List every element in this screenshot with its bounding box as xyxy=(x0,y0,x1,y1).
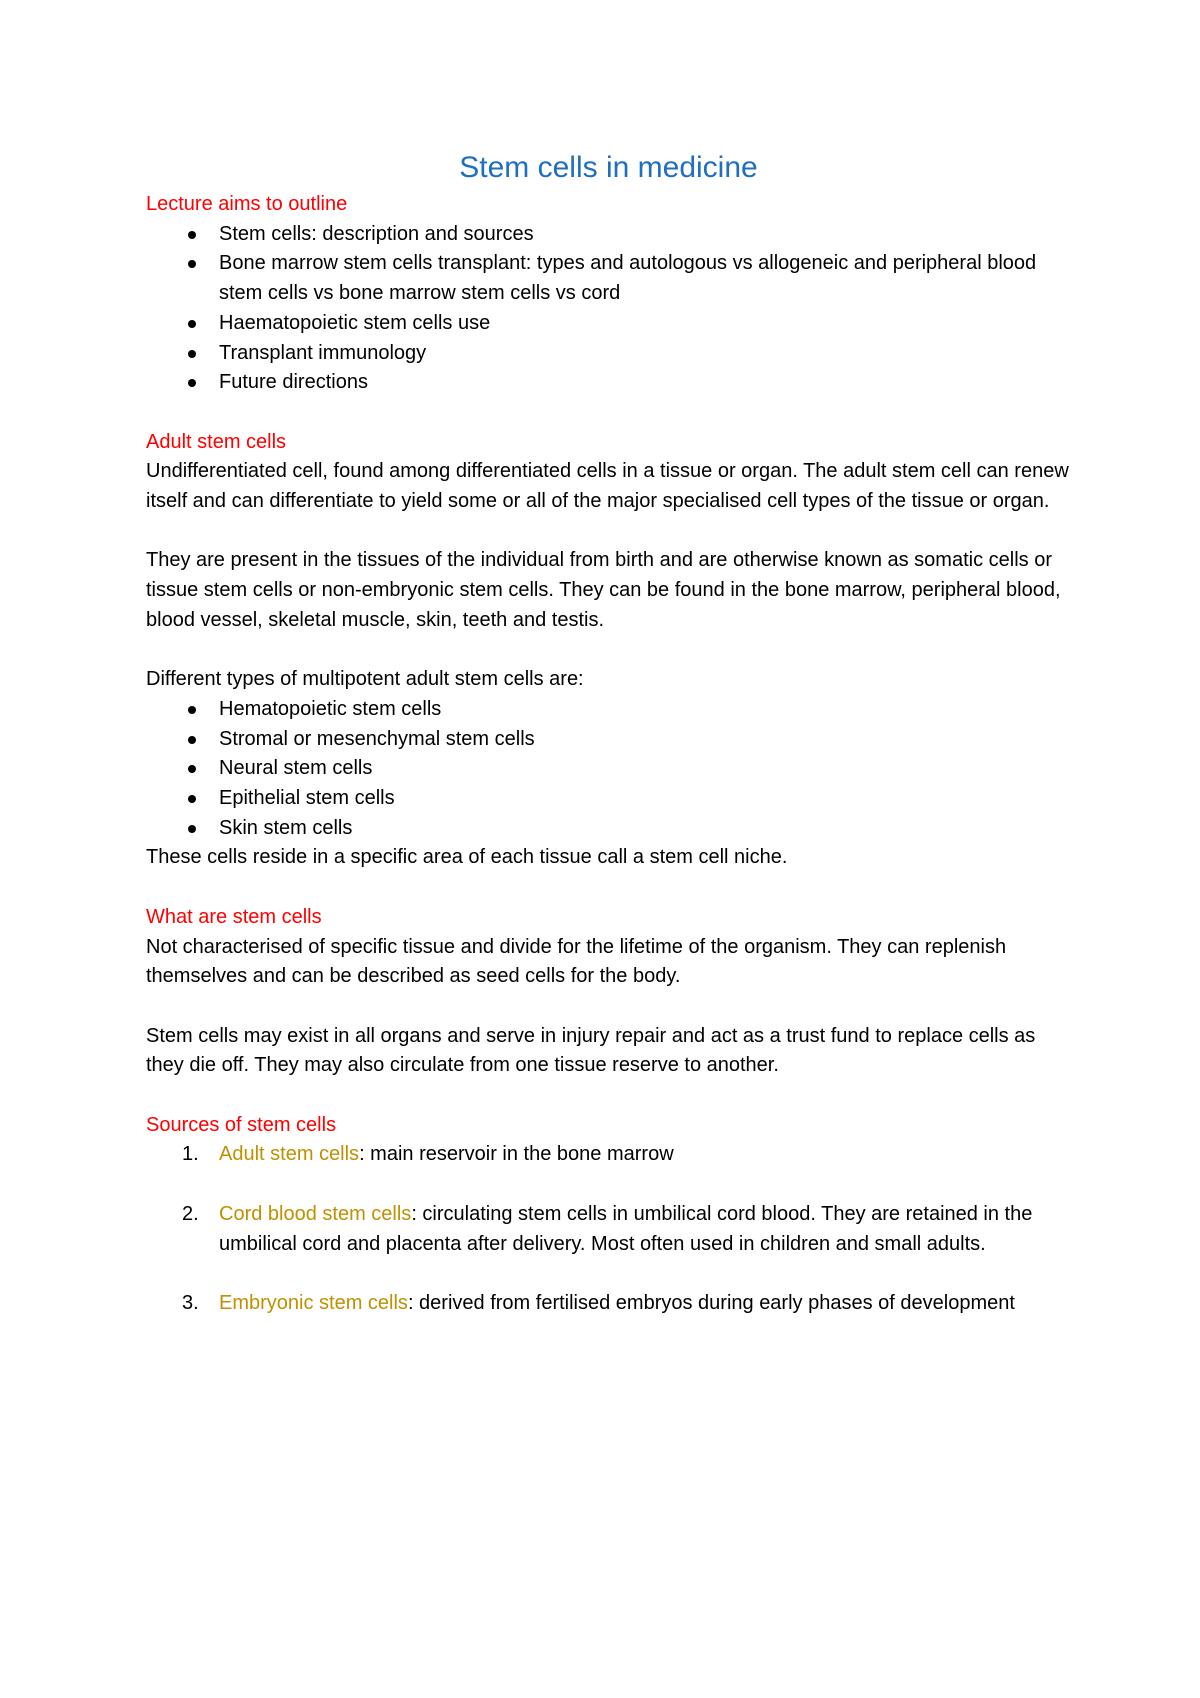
section-heading: Sources of stem cells xyxy=(146,1113,337,1136)
paragraph: Stem cells may exist in all organs and serve in injury repair and act as a trust fund to replace cells as they die off. They may also circulate from one tissue reserve to another. xyxy=(146,1024,1036,1077)
section-lecture-aims xyxy=(146,190,1071,398)
list-item: Stromal or mesenchymal stem cells xyxy=(146,725,1071,755)
paragraph: Undifferentiated cell, found among differentiated cells in a tissue or organ. The adult stem cell can renew itself and can differentiate to yield some or all of the major specialised cell types of the tissue or organ. xyxy=(146,460,1069,513)
list-item: Epithelial stem cells xyxy=(146,784,1071,814)
aims-list xyxy=(146,220,1071,398)
list-item: Neural stem cells xyxy=(146,754,1071,784)
paragraph: Not characterised of specific tissue and divide for the lifetime of the organism. They can replenish themselves and can be described as seed cells for the body. xyxy=(146,935,1007,988)
section-heading: Lecture aims to outline xyxy=(146,193,348,215)
paragraph: They are present in the tissues of the individual from birth and are otherwise known as somatic cells or tissue stem cells or non-embryonic stem cells. They can be found in the bone marrow, peripheral blood, blood vessel, skeletal muscle, skin, teeth and testis. xyxy=(146,549,1061,631)
list-item: Bone marrow stem cells transplant: types and autologous vs allogeneic and peripheral blood stem cells vs bone marrow stem cells vs cord xyxy=(146,249,1071,308)
stem-cell-types-list xyxy=(146,695,1071,844)
page-title: Stem cells in medicine xyxy=(459,151,758,184)
list-item xyxy=(146,1289,1071,1319)
section-adult-stem-cells xyxy=(146,428,1071,874)
list-item: Future directions xyxy=(146,368,1071,398)
sources-list xyxy=(146,1140,1071,1318)
paragraph: Different types of multipotent adult stem cells are: xyxy=(146,668,584,691)
section-heading: Adult stem cells xyxy=(146,430,287,453)
list-number: 3. xyxy=(182,1291,199,1314)
document-page xyxy=(146,148,1071,1319)
list-item: Skin stem cells xyxy=(146,814,1071,844)
list-number: 2. xyxy=(182,1202,199,1225)
source-description: : circulating stem cells in umbilical cord blood. They are retained in the umbilical cord and placenta after delivery. Most often used in children and small adults. xyxy=(219,1202,1033,1255)
source-term: Cord blood stem cells xyxy=(219,1202,412,1225)
list-item: Transplant immunology xyxy=(146,339,1071,369)
section-what-are-stem-cells xyxy=(146,903,1071,1081)
list-item xyxy=(146,1140,1071,1170)
section-sources-of-stem-cells xyxy=(146,1111,1071,1319)
list-number: 1. xyxy=(182,1143,199,1166)
list-item: Hematopoietic stem cells xyxy=(146,695,1071,725)
list-item: Stem cells: description and sources xyxy=(146,220,1071,250)
list-item xyxy=(146,1200,1071,1259)
source-description: : main reservoir in the bone marrow xyxy=(359,1143,674,1166)
paragraph: These cells reside in a specific area of each tissue call a stem cell niche. xyxy=(146,846,788,869)
list-item: Haematopoietic stem cells use xyxy=(146,309,1071,339)
source-term: Adult stem cells xyxy=(219,1143,360,1166)
source-term: Embryonic stem cells xyxy=(219,1291,408,1314)
source-description: : derived from fertilised embryos during early phases of development xyxy=(407,1291,1015,1314)
section-heading: What are stem cells xyxy=(146,905,322,928)
